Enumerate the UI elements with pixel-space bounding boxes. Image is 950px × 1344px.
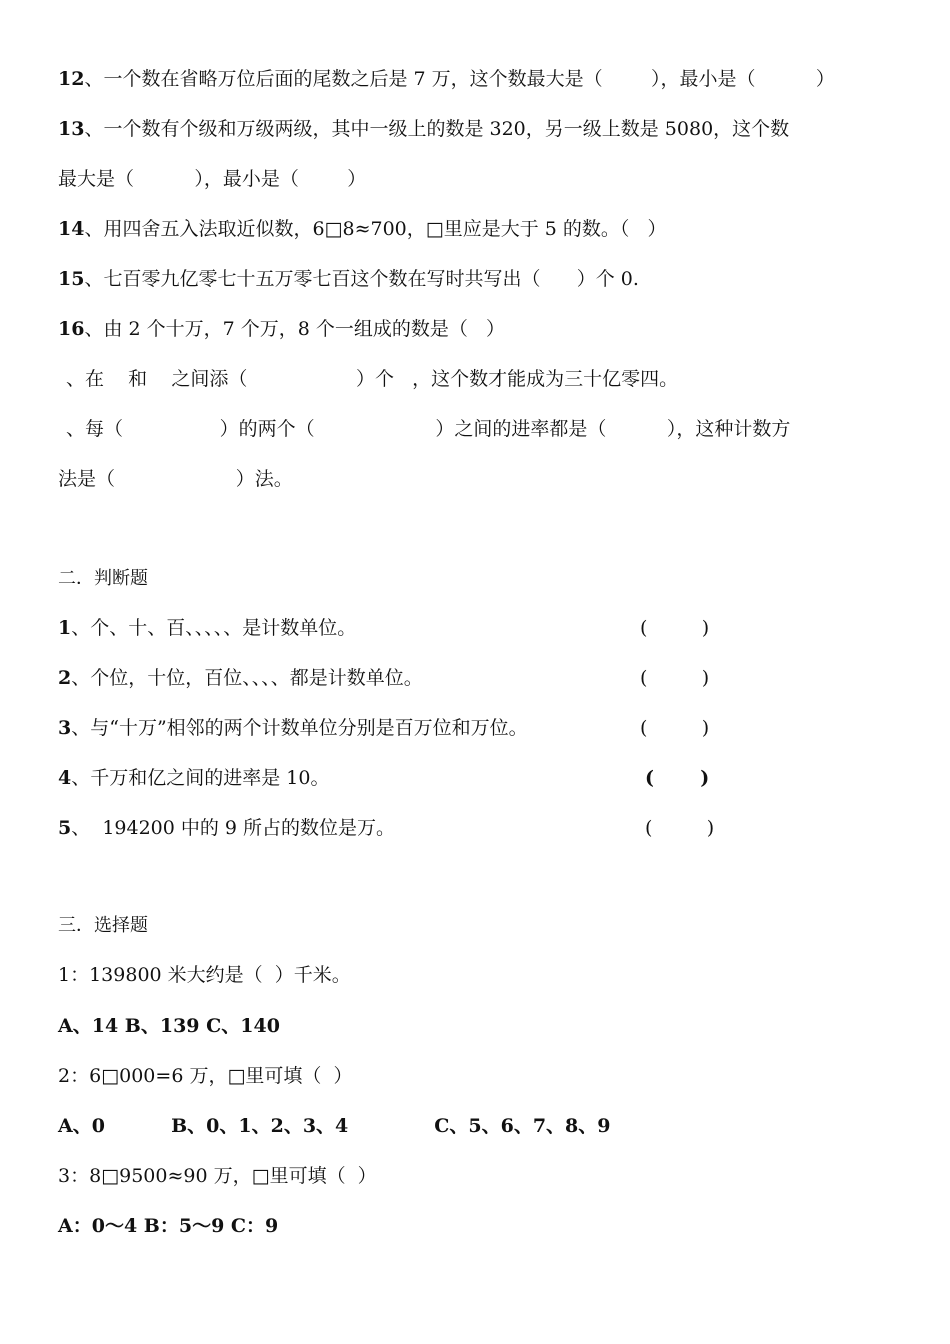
question-12 bbox=[58, 66, 835, 92]
item-number: 5 bbox=[58, 817, 72, 839]
judge-paren-2: ( ) bbox=[640, 667, 710, 689]
question-text: 、由 2 个十万，7 个万，8 个一组成的数是（ ） bbox=[84, 318, 505, 340]
question-15 bbox=[58, 266, 639, 292]
item-text: 、个位，十位，百位、、、、都是计数单位。 bbox=[71, 667, 423, 689]
section-title-judge: 二．判断题 bbox=[58, 568, 148, 589]
choice-question-1: 1：139800 米大约是（ ）千米。 bbox=[58, 964, 351, 986]
question-text: 、一个数有个级和万级两级，其中一级上的数是 320，另一级上数是 5080，这个数 bbox=[84, 118, 790, 140]
choice-options-3: A：0～4 B：5～9 C：9 bbox=[58, 1215, 279, 1237]
question-18: 、每（ ）的两个（ ）之间的进率都是（ ），这种计数方 bbox=[66, 418, 791, 440]
question-number: 15 bbox=[58, 268, 85, 290]
choice-options-2: A、0 B、0、1、2、3、4 C、5、6、7、8、9 bbox=[58, 1115, 611, 1137]
item-number: 3 bbox=[58, 717, 72, 739]
question-text: 、一个数在省略万位后面的尾数之后是 7 万，这个数最大是（ ），最小是（ ） bbox=[84, 68, 835, 90]
judge-item-3 bbox=[58, 715, 528, 741]
question-number: 12 bbox=[58, 68, 85, 90]
judge-paren-3: ( ) bbox=[640, 717, 710, 739]
section-title-choice: 三．选择题 bbox=[58, 915, 148, 936]
judge-paren-4: ( ) bbox=[645, 767, 710, 789]
question-number: 13 bbox=[58, 118, 85, 140]
choice-options-1: A、14 B、139 C、140 bbox=[58, 1015, 280, 1037]
judge-item-5 bbox=[58, 815, 395, 841]
judge-item-4 bbox=[58, 765, 329, 791]
question-17: 、在 和 之间添（ ）个 ，这个数才能成为三十亿零四。 bbox=[66, 368, 679, 390]
question-16 bbox=[58, 316, 505, 342]
question-13 bbox=[58, 116, 789, 142]
item-number: 4 bbox=[58, 767, 72, 789]
question-18-cont: 法是（ ）法。 bbox=[58, 468, 293, 490]
choice-question-2: 2：6□000=6 万，□里可填（ ） bbox=[58, 1065, 353, 1087]
question-13-cont: 最大是（ ），最小是（ ） bbox=[58, 168, 367, 190]
choice-question-3: 3：8□9500≈90 万，□里可填（ ） bbox=[58, 1165, 377, 1187]
judge-paren-1: ( ) bbox=[640, 617, 710, 639]
judge-item-1 bbox=[58, 615, 356, 641]
item-text: 、千万和亿之间的进率是 10。 bbox=[71, 767, 330, 789]
question-text: 、用四舍五入法取近似数，6□8≈700，□里应是大于 5 的数。（ ） bbox=[84, 218, 667, 240]
question-14 bbox=[58, 216, 667, 242]
item-number: 1 bbox=[58, 617, 72, 639]
item-text: 、与“十万”相邻的两个计数单位分别是百万位和万位。 bbox=[71, 717, 528, 739]
judge-paren-5: ( ) bbox=[645, 817, 715, 839]
item-text: 、 194200 中的 9 所占的数位是万。 bbox=[71, 817, 396, 839]
item-text: 、个、十、百、、、、、是计数单位。 bbox=[71, 617, 357, 639]
judge-item-2 bbox=[58, 665, 423, 691]
question-number: 14 bbox=[58, 218, 85, 240]
question-number: 16 bbox=[58, 318, 85, 340]
item-number: 2 bbox=[58, 667, 72, 689]
question-text: 、七百零九亿零七十五万零七百这个数在写时共写出（ ）个 0. bbox=[84, 268, 639, 290]
